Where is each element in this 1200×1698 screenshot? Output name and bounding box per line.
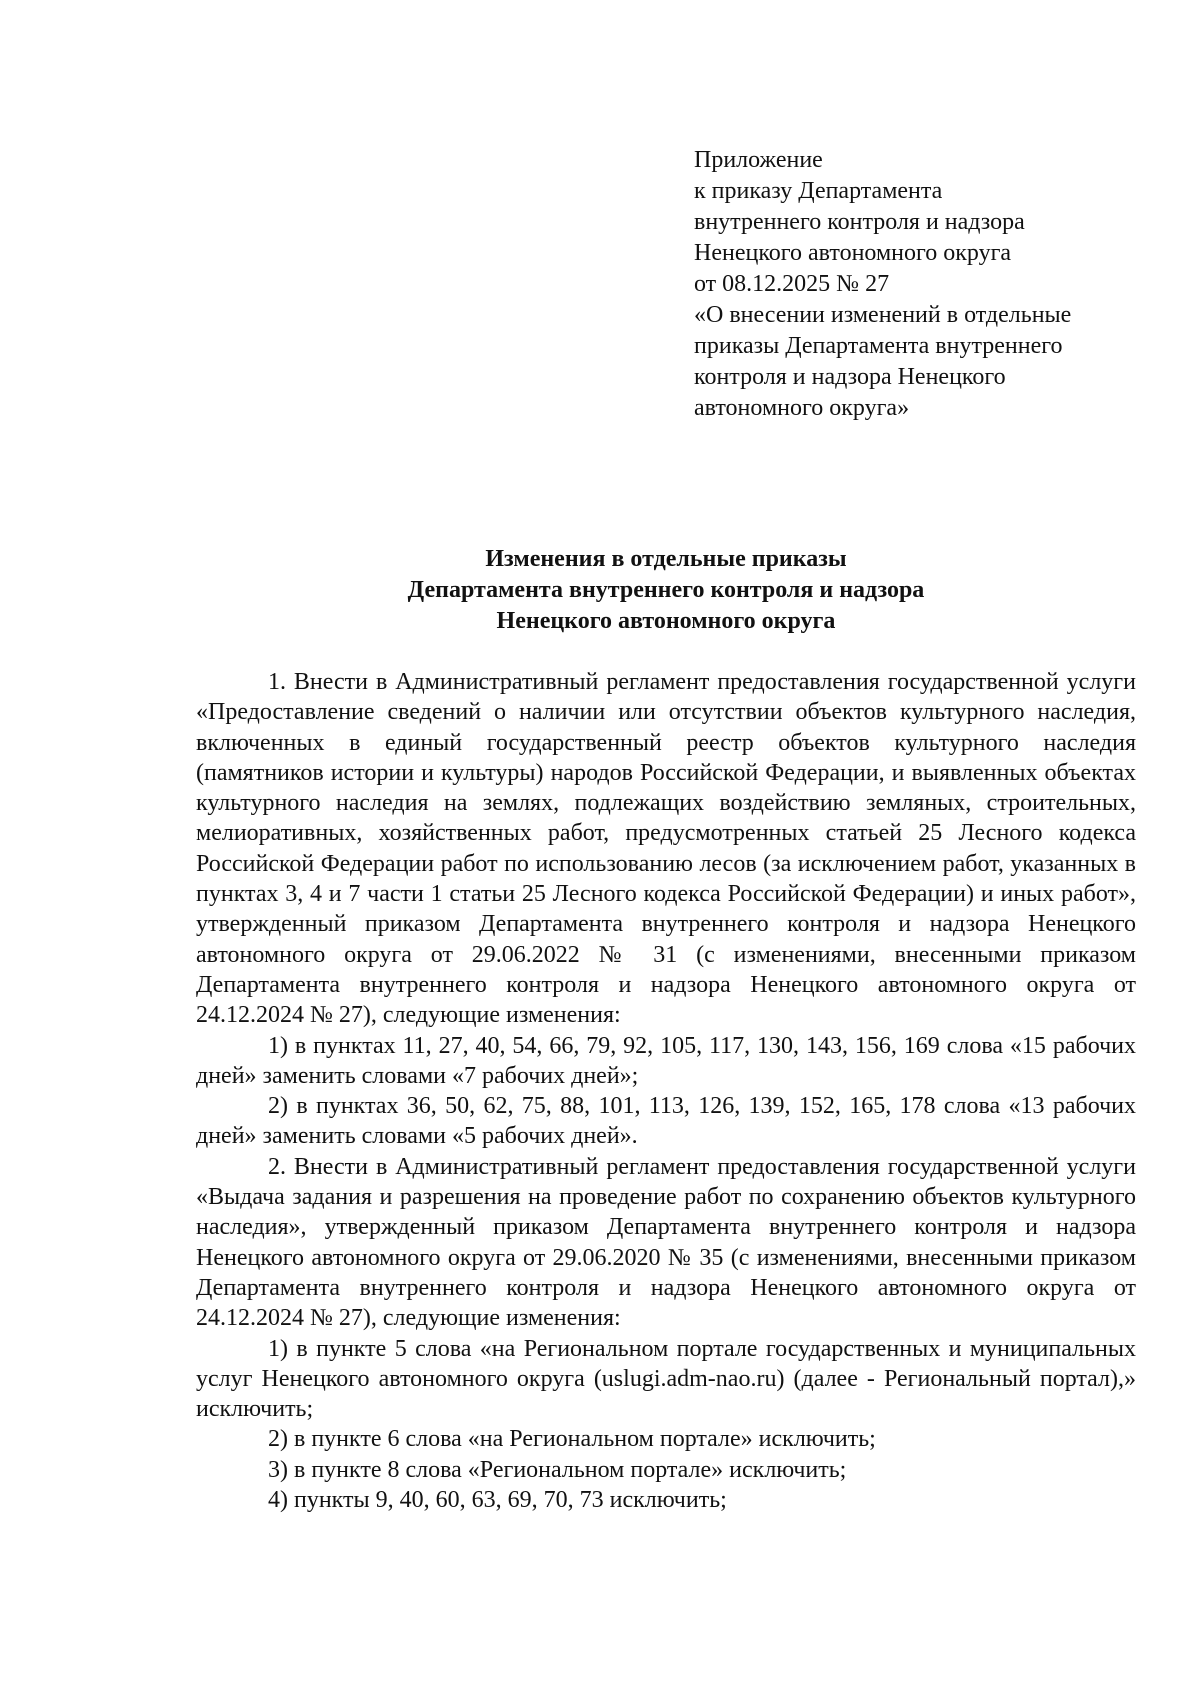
annex-line: к приказу Департамента — [694, 178, 943, 204]
paragraph-subitem-1-1: 1) в пунктах 11, 27, 40, 54, 66, 79, 92, 105, 117, 130, 143, 156, 169 слова «15 рабочих дней» заменить словами «7 рабочих дней»; — [196, 1032, 1136, 1089]
title-line: Ненецкого автономного округа — [496, 608, 836, 634]
annex-line: от 08.12.2025 № 27 — [694, 271, 890, 297]
document-body — [196, 667, 1136, 1515]
paragraph-item-1: 1. Внести в Административный регламент предоставления государственной услуги «Предоставление сведений о наличии или отсутствии объектов культурного наследия, включенных в единый государственный реестр объектов культурного наследия (памятников истории и культуры) народов Российской Федерации, и выявленных объектах культурного наследия на землях, подлежащих воздействию земляных, строительных, мелиоративных, хозяйственных работ, предусмотренных статьей 25 Лесного кодекса Российской Федерации работ по использованию лесов (за исключением работ, указанных в пунктах 3, 4 и 7 части 1 статьи 25 Лесного кодекса Российской Федерации) и иных работ», утвержденный приказом Департамента внутреннего контроля и надзора Ненецкого автономного округа от 29.06.2022 № 31 (с изменениями, внесенными приказом Департамента внутреннего контроля и надзора Ненецкого автономного округа от 24.12.2024 № 27), следующие изменения: — [196, 669, 1136, 1029]
annex-line: Приложение — [694, 147, 823, 173]
document-title — [196, 544, 1136, 637]
annex-line: внутреннего контроля и надзора — [694, 209, 1025, 235]
paragraph-subitem-1-2: 2) в пунктах 36, 50, 62, 75, 88, 101, 113, 126, 139, 152, 165, 178 слова «13 рабочих дней» заменить словами «5 рабочих дней». — [196, 1093, 1136, 1150]
paragraph-subitem-2-1: 1) в пункте 5 слова «на Региональном портале государственных и муниципальных услуг Ненецкого автономного округа (uslugi.adm-nao.ru) (далее - Региональный портал),» исключить; — [196, 1335, 1136, 1423]
paragraph-subitem-2-2: 2) в пункте 6 слова «на Региональном портале» исключить; — [268, 1426, 876, 1453]
annex-line: «О внесении изменений в отдельные — [694, 302, 1072, 328]
annex-line: приказы Департамента внутреннего — [694, 333, 1063, 359]
annex-line: контроля и надзора Ненецкого — [694, 364, 1006, 390]
title-line: Департамента внутреннего контроля и надзора — [407, 577, 925, 603]
paragraph-subitem-2-3: 3) в пункте 8 слова «Региональном портале» исключить; — [268, 1456, 847, 1483]
paragraph-item-2: 2. Внести в Административный регламент предоставления государственной услуги «Выдача задания и разрешения на проведение работ по сохранению объектов культурного наследия», утвержденный приказом Департамента внутреннего контроля и надзора Ненецкого автономного округа от 29.06.2020 № 35 (с изменениями, внесенными приказом Департамента внутреннего контроля и надзора Ненецкого автономного округа от 24.12.2024 № 27), следующие изменения: — [196, 1153, 1136, 1332]
annex-line: Ненецкого автономного округа — [694, 240, 1012, 266]
paragraph-subitem-2-4: 4) пункты 9, 40, 60, 63, 69, 70, 73 исключить; — [268, 1487, 727, 1514]
annex-line: автономного округа» — [694, 395, 910, 421]
annex-block — [694, 145, 1134, 424]
title-line: Изменения в отдельные приказы — [485, 546, 847, 572]
